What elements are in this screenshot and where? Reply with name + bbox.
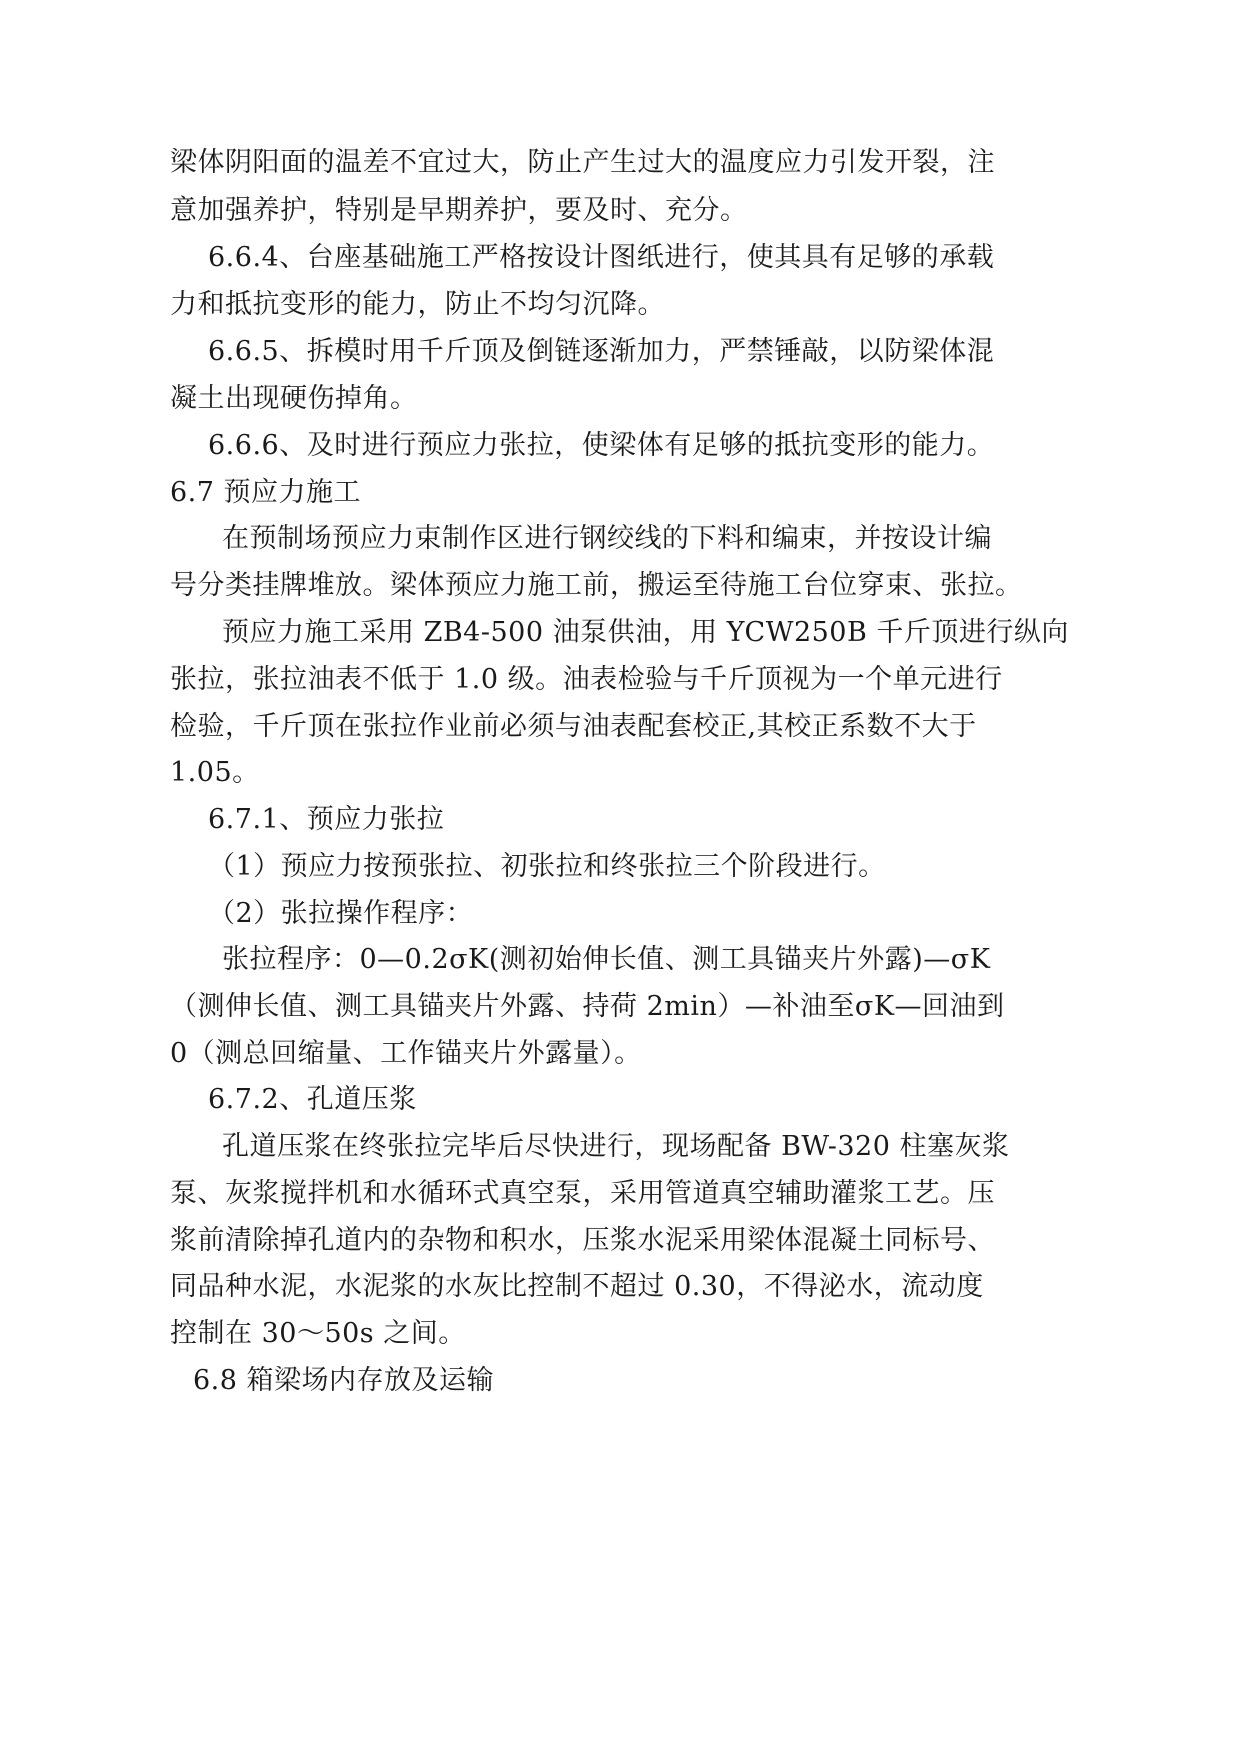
heading-6-8: 6.8 箱梁场内存放及运输 [193,1365,495,1396]
text-line-26: 控制在 30～50s 之间。 [170,1318,466,1349]
section-6-6-5: 6.6.5、拆模时用千斤顶及倒链逐渐加力，严禁锤敲，以防梁体混 [208,336,995,367]
text-line-1: 梁体阴阳面的温差不宜过大，防止产生过大的温度应力引发开裂，注 [170,147,995,178]
section-6-6-6: 6.6.6、及时进行预应力张拉，使梁体有足够的抵抗变形的能力。 [208,430,995,461]
section-6-7-1: 6.7.1、预应力张拉 [208,804,445,835]
text-line-20: 0（测总回缩量、工作锚夹片外露量）。 [170,1038,642,1069]
text-line-13: 检验，千斤顶在张拉作业前必须与油表配套校正,其校正系数不大于 [170,711,977,742]
text-line-22: 孔道压浆在终张拉完毕后尽快进行，现场配备 BW-320 柱塞灰浆 [222,1131,1010,1162]
text-line-14: 1.05。 [170,757,260,788]
text-line-23: 泵、灰浆搅拌机和水循环式真空泵，采用管道真空辅助灌浆工艺。压 [170,1178,995,1209]
text-line-18: 张拉程序：0—0.2σK(测初始伸长值、测工具锚夹片外露)—σK [222,944,991,975]
text-line-25: 同品种水泥，水泥浆的水灰比控制不超过 0.30，不得泌水，流动度 [170,1271,984,1302]
text-line-9: 在预制场预应力束制作区进行钢绞线的下料和编束，并按设计编 [222,523,992,554]
text-line-12: 张拉，张拉油表不低于 1.0 级。油表检验与千斤顶视为一个单元进行 [170,664,1003,695]
text-line-10: 号分类挂牌堆放。梁体预应力施工前，搬运至待施工台位穿束、张拉。 [170,570,1023,601]
text-line-24: 浆前清除掉孔道内的杂物和积水，压浆水泥采用梁体混凝土同标号、 [170,1225,995,1256]
text-line-11: 预应力施工采用 ZB4-500 油泵供油，用 YCW250B 千斤顶进行纵向 [222,617,1069,648]
text-line-2: 意加强养护，特别是早期养护，要及时、充分。 [170,195,748,226]
list-item-1: （1）预应力按预张拉、初张拉和终张拉三个阶段进行。 [208,851,886,882]
text-line-19: （测伸长值、测工具锚夹片外露、持荷 2min）—补油至σK—回油到 [170,991,1005,1022]
section-6-7-2: 6.7.2、孔道压浆 [208,1084,417,1115]
list-item-2: （2）张拉操作程序： [208,898,474,929]
section-6-6-4: 6.6.4、台座基础施工严格按设计图纸进行，使其具有足够的承载 [208,242,995,273]
text-line-6: 凝土出现硬伤掉角。 [170,383,418,414]
heading-6-7: 6.7 预应力施工 [170,477,362,508]
text-line-4: 力和抵抗变形的能力，防止不均匀沉降。 [170,289,665,320]
